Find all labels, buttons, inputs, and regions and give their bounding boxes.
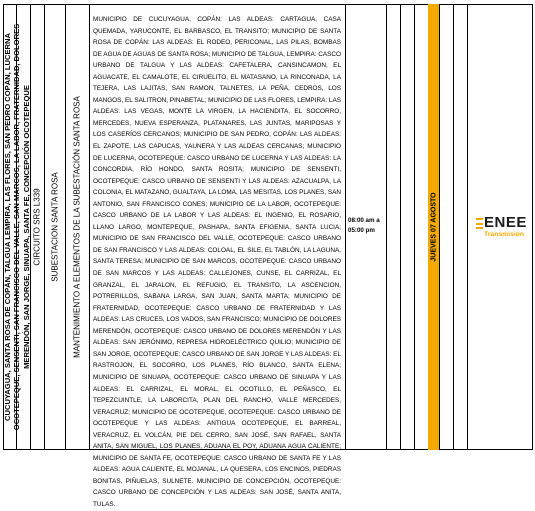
column-divider: [439, 4, 440, 450]
circuit-cell: [30, 4, 44, 450]
logo-subtitle: Transmisión: [484, 231, 525, 238]
date-text: JUEVES 07 AGOSTO: [430, 192, 437, 262]
affected-places-cell: [4, 4, 30, 450]
substation-cell: [44, 4, 65, 450]
circuit-text: CIRCUITO SRS L339: [32, 188, 42, 266]
column-divider: [345, 4, 346, 450]
affected-places-text: CUCUYAGUA, SANTA ROSA DE COPÁN, TALGUA LEMPIRA, LAS FLORES, SAN PEDRO COPÁN, LUCERNA OCOTEPEQUE, SENSENTI, SAN FRANCISCO DEL VALLE, SAN MARCOS, LA LABOR, FRATERNIDAD, DOLORES MERENDÓN, SAN JORGE, SINUAPA, SANTA FE, CONCEPCIÓN OCOTEPEQUE: [2, 23, 31, 431]
enee-transmision-logo: [476, 215, 534, 243]
column-divider: [467, 4, 468, 450]
column-divider: [89, 4, 90, 450]
column-divider: [414, 4, 415, 450]
date-cell: [428, 4, 439, 450]
outage-time-window: 08:00 am a 05:00 pm: [348, 217, 380, 234]
affected-zones-description: MUNICIPIO DE CUCUYAGUA, COPÁN: LAS ALDEAS: CARTAGUA, CASA QUEMADA, YARUCONTE, EL BARBASCO, EL TRANSITO; MUNICIPIO DE SANTA ROSA DE COPÁN: LAS ALDEAS: EL RODEO, PERICONAL, LAS PILAS, BOMBAS DE AGUA DE AGUAS DE SANTA ROSA; MUNICIPIO DE TALGUA, LEMPIRA: CASCO URBANO DE TALGUA Y LAS ALDEAS: CAFETALERA, CANSINCAMON, EL AGUACATE, EL CAMALOTE, EL CIRUELITO, EL MATASANO, LA RINCONADA, LA TEJERA, LAS LAJITAS, SAN RAMON, TALNETES, LA PEÑA, CEDROS, LOS MANGOS, EL SALITRON, PINABETAL; MUNICIPIO DE LAS FLORES, LEMPIRA: LAS ALDEAS: LAS VEGAS, MONTE LA VIRGEN, LA HACIENDITA, EL SOCORRO, MERCEDES, NUEVA ESPERANZA, PLATANARES, LAS JUNTAS, MARIPOSAS Y LOS CASERÍOS CERCANOS; MUNICIPIO DE SAN PEDRO, COPÁN: LAS ALDEAS: EL ZAPOTE, LAS CAPUCAS, YAUNERA Y LAS ALDEAS CERCANAS; MUNICIPIO DE LUCERNA, OCOTEPEQUE: CASCO URBANO DE LUCERNA Y LAS ALDEAS: LA CONCORDIA, RÍO HONDO, SANTA ROSITA; MUNICIPIO DE SENSENTI, OCOTEPEQUE: CASCO URBANO DE SENSENTI Y LAS ALDEAS: AZACUALPA, LA COLONIA, EL MATAZANO, GUALTAYA, LA LOMA, LAS MESITAS, LOS PLANES, SAN ANTONIO, SAN FRANCISCO CONES; MUNICIPIO DE LA LABOR, OCOTEPEQUE: CASCO URBANO DE LA LABOR Y LAS ALDEAS: EL INGENIO, EL ROSARIO, LLANO LARGO, MONTEPEQUE, PASHAPA, SANTA EFIGENIA, SANTA LUCIA; MUNICIPIO DE SAN FRANCISCO DEL VALLE, OCOTEPEQUE: CASCO URBANO DE SAN FRANCISCO Y LAS ALDEAS: COLOAL, EL SILE, EL TABLÓN, LA LAGUNA, SANTA TERESA; MUNICIPIO DE SAN MARCOS, OCOTEPEQUE: CASCO URBANO DE SAN MARCOS Y LAS ALDEAS: CALLEJONES, CUNSE, EL CARRIZAL, EL GRANZAL, EL JARALON, EL REFUGIO, EL TRANSITO, LA ASCENCION, POTRERILLOS, SABANA LARGA, SAN JUAN, SANTA MARTA; MUNICIPIO DE FRATERNIDAD, OCOTEPEQUE: CASCO URBANO DE FRATERNIDAD Y LAS ALDEAS: LAS CRUCES, LOS VADOS, SAN FRANCISCO; MUNICIPIO DE DOLORES MERENDÓN, OCOTEPEQUE: CASCO URBANO DE DOLORES MERENDÓN Y LAS ALDEAS: SAN JERÓNIMO, REPRESA HIDROELÉCTRICO QUILIO; MUNICIPIO DE SAN JORGE, OCOTEPEQUE: CASCO URBANO DE SAN JORGE Y LAS ALDEAS: EL RASTROJON, EL SOCORRO, LOS PLANES, RÍO BLANCO, SANTA ELENA; MUNICIPIO DE SINUAPA, OCOTEPEQUE: CASCO URBANO DE SINUAPA Y LAS ALDEAS: EL CARRIZAL, EL MORAL, EL OCOTILLO, EL PEÑASCO, EL TEPEZCUINTLE, LA LABORCITA, PLAN DEL RANCHO, VALLE MERCEDES, VERACRUZ; MUNICIPIO DE OCOTEPEQUE, OCOTEPEQUE: CASCO URBANO DE OCOTEPEQUE Y LAS ALDEAS: ANTIGUA OCOTEPEQUE, EL BARREAL, VERACRUZ, EL VOLCÁN, PIE DEL CERRO, SAN JOSÉ, SAN RAFAEL, SANTA ANITA, SAN MIGUEL, LOS PLANES, ADUANA EL POY, ADUANA AGUA CALIENTE; MUNICIPIO DE SANTA FE, OCOTEPEQUE: CASCO URBANO DE SANTA FE Y LAS ALDEAS: AGUA CALIENTE, EL MOJANAL, LA QUESERA, LOS ENCINOS, PIEDRAS BONITAS, PIÑUELAS, SULNETE. MUNICIPIO DE CONCEPCIÓN, OCOTEPEQUE: CASCO URBANO DE CONCEPCIÓN Y LAS ALDEAS: SAN JOSÉ, SANTA ANITA, TULAS.: [93, 16, 342, 508]
logo-wordmark: ENEE: [484, 214, 527, 231]
logo-mark-icon: [476, 218, 483, 229]
maintenance-task-text: MANTENIMIENTO A ELEMENTOS DE LA SUBESTACIÓN SANTA ROSA: [72, 96, 82, 358]
column-divider: [400, 4, 401, 450]
substation-text: SUBESTACION SANTA ROSA: [50, 172, 59, 282]
column-divider: [453, 4, 454, 450]
maintenance-task-cell: [65, 4, 89, 450]
